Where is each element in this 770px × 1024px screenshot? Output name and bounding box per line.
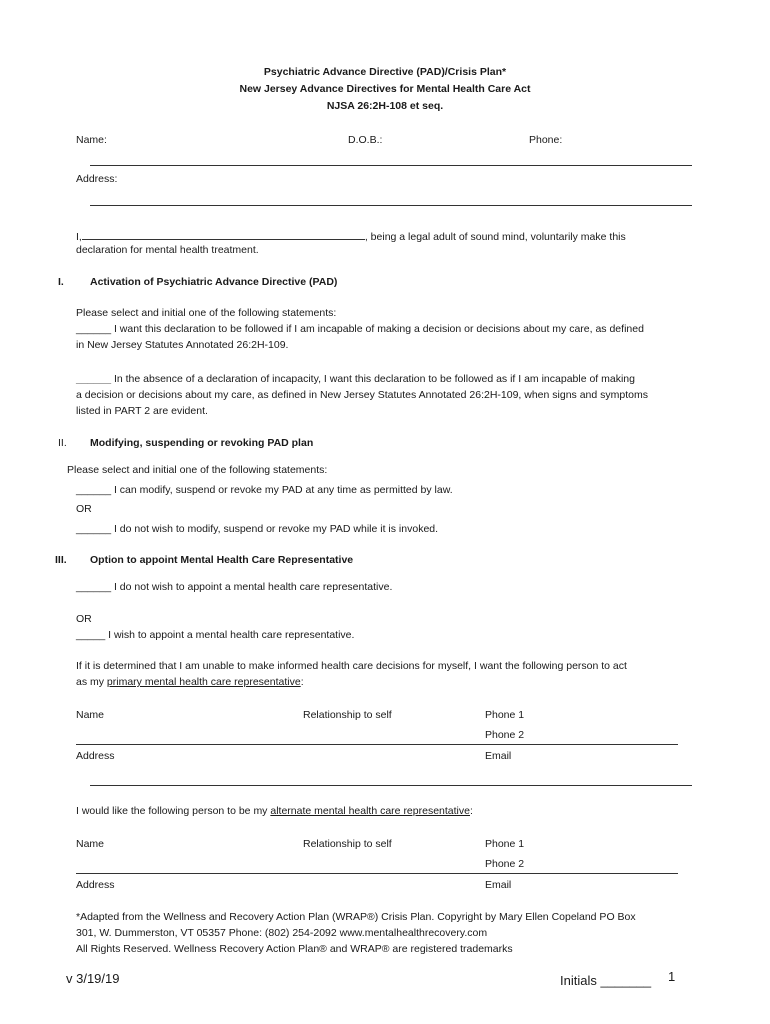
primary-email-label: Email [485,750,512,762]
alternate-email-label: Email [485,879,512,891]
alternate-name-field-line[interactable] [76,873,678,874]
section2-or: OR [76,503,92,515]
section3-or: OR [76,613,92,625]
primary-phone1-label: Phone 1 [485,709,525,721]
version-label: v 3/19/19 [66,971,120,986]
section3-option1[interactable]: ______ I do not wish to appoint a mental health care representative. [76,581,393,593]
alternate-phone2-label: Phone 2 [485,858,525,870]
primary-address-label: Address [76,750,115,762]
document-title-line2: New Jersey Advance Directives for Mental Health Care Act [239,83,531,95]
section1-option2-blank[interactable]: ______ [76,373,112,385]
section1-option1-line1[interactable]: ______ I want this declaration to be followed if I am incapable of making a decision or decisions about my care, as defined [76,323,644,335]
section1-numeral: I. [58,276,64,288]
declaration-prefix: I, [76,231,82,243]
document-title-line3: NJSA 26:2H-108 et seq. [326,100,444,112]
alternate-representative-term: alternate mental health care representative [270,805,470,817]
initials-field[interactable]: Initials _______ [560,973,652,988]
declarant-name-blank[interactable] [82,229,365,240]
section3-paragraph-line2 [76,676,304,688]
section3-option2[interactable]: _____ I wish to appoint a mental health care representative. [76,629,355,641]
name-label: Name: [76,134,107,146]
primary-phone2-label: Phone 2 [485,729,525,741]
section1-option1-line2: in New Jersey Statutes Annotated 26:2H-109. [76,339,289,351]
document-title-line1: Psychiatric Advance Directive (PAD)/Crisis Plan* [263,66,507,78]
declaration-line1 [76,229,626,243]
section1-option2-line2: a decision or decisions about my care, as defined in New Jersey Statutes Annotated 26:2H-109, when signs and symptoms [76,389,648,401]
primary-name-label: Name [76,709,105,721]
alternate-name-label: Name [76,838,105,850]
section2-heading: Modifying, suspending or revoking PAD plan [90,437,314,449]
section3-heading: Option to appoint Mental Health Care Representative [90,554,354,566]
page-number: 1 [668,969,676,984]
section1-option2-line3: listed in PART 2 are evident. [76,405,208,417]
alternate-intro [76,805,473,817]
alternate-suffix: : [469,805,473,817]
section1-instruction: Please select and initial one of the following statements: [76,307,337,319]
alternate-relationship-label: Relationship to self [303,838,392,850]
primary-name-field-line[interactable] [76,744,678,745]
section1-option2-text: In the absence of a declaration of incapacity, I want this declaration to be followed as if I am incapable of making [111,373,635,385]
section3-paragraph-line1: If it is determined that I am unable to make informed health care decisions for myself, I want the following person to act [76,660,627,672]
alternate-phone1-label: Phone 1 [485,838,525,850]
declaration-line2: declaration for mental health treatment. [76,244,259,256]
primary-relationship-label: Relationship to self [303,709,392,721]
phone-label: Phone: [529,134,563,146]
primary-representative-term: primary mental health care representative [106,676,301,688]
paragraph-suffix: : [300,676,304,688]
section2-option1[interactable]: ______ I can modify, suspend or revoke my PAD at any time as permitted by law. [76,484,453,496]
name-dob-phone-field-line[interactable] [90,165,692,166]
section3-numeral: III. [55,554,67,566]
paragraph-prefix: as my [76,676,107,688]
section2-option2[interactable]: ______ I do not wish to modify, suspend or revoke my PAD while it is invoked. [76,523,439,535]
declaration-suffix: , being a legal adult of sound mind, voluntarily make this [364,231,626,243]
footnote-line1: *Adapted from the Wellness and Recovery Action Plan (WRAP®) Crisis Plan. Copyright by Mary Ellen Copeland PO Box [76,911,636,923]
footnote-line3: All Rights Reserved. Wellness Recovery Action Plan® and WRAP® are registered trademarks [76,943,513,955]
address-label: Address: [76,173,118,185]
section2-numeral: II. [58,437,67,449]
footnote-line2: 301, W. Dummerston, VT 05357 Phone: (802) 254-2092 www.mentalhealthrecovery.com [76,927,488,939]
address-field-line[interactable] [90,205,692,206]
section1-heading: Activation of Psychiatric Advance Directive (PAD) [90,276,338,288]
dob-label: D.O.B.: [348,134,383,146]
section1-option2-line1[interactable] [76,373,635,385]
alternate-prefix: I would like the following person to be my [76,805,271,817]
primary-address-field-line[interactable] [90,785,692,786]
alternate-address-label: Address [76,879,115,891]
section2-instruction: Please select and initial one of the following statements: [67,464,328,476]
